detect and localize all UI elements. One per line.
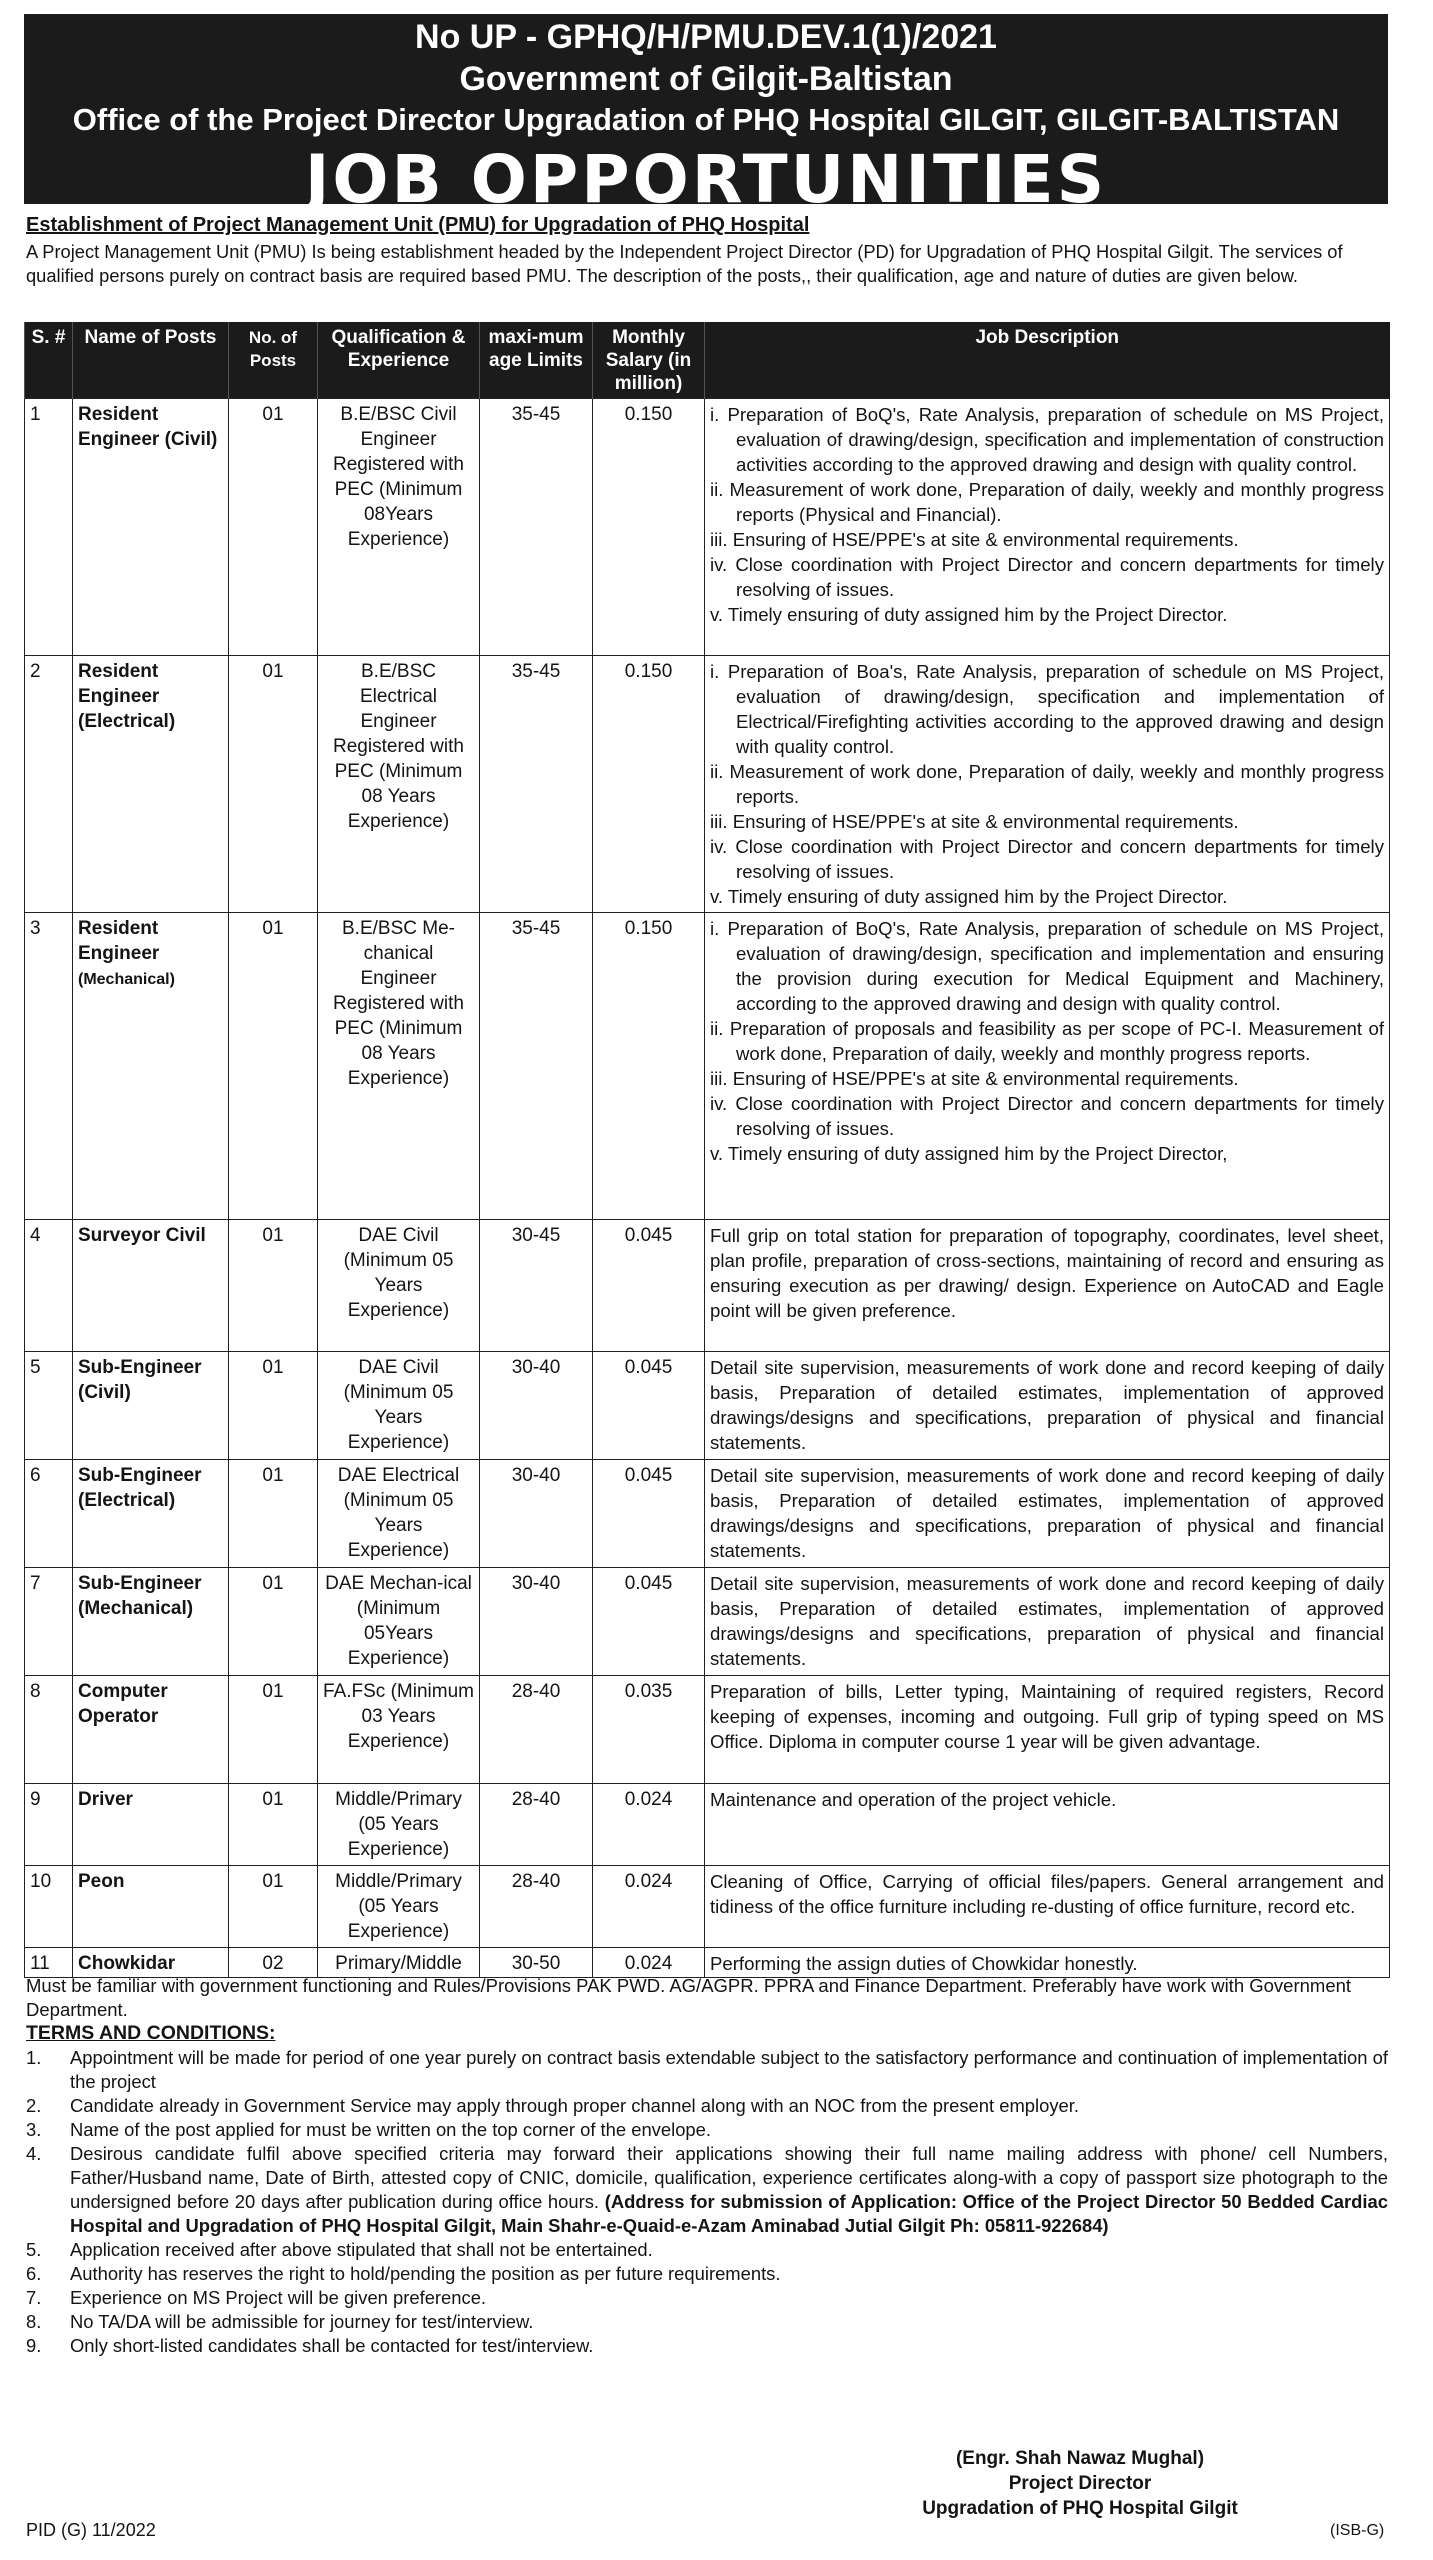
- header-num: No. of Posts: [229, 322, 318, 399]
- cell-description: Performing the assign duties of Chowkidar honestly.: [705, 1948, 1390, 1978]
- cell-sn: 11: [25, 1948, 73, 1978]
- cell-age: 30-50: [480, 1948, 593, 1978]
- terms-list: [26, 2046, 1388, 2358]
- cell-description: Preparation of bills, Letter typing, Maintaining of required registers, Record keeping of expenses, incoming and outgoing. Full grip of typing speed on MS Office. Diploma in computer course 1 year will be given advantage.: [705, 1676, 1390, 1784]
- duty-item: iii. Ensuring of HSE/PPE's at site & environmental requirements.: [710, 1068, 1239, 1089]
- cell-sn: 7: [25, 1568, 73, 1676]
- intro-text: A Project Management Unit (PMU) Is being establishment headed by the Independent Project Director (PD) for Upgradation of PHQ Hospital Gilgit. The services of qualified persons purely on contract basis are required based PMU. The description of the posts,, their qualification, age and nature of duties are given below.: [26, 241, 1343, 286]
- reference-number: No UP - GPHQ/H/PMU.DEV.1(1)/2021: [415, 18, 997, 56]
- signature-block: [860, 2446, 1300, 2521]
- terms-number: 9.: [26, 2335, 42, 2356]
- cell-qualification: B.E/BSC Me-chanical Engineer Registered with PEC (Minimum 08 Years Experience): [318, 913, 480, 1220]
- cell-qualification: DAE Civil (Minimum 05 Years Experience): [318, 1220, 480, 1352]
- table-row: [25, 656, 1390, 913]
- cell-description: Detail site supervision, measurements of work done and record keeping of daily basis, Preparation of detailed estimates, implementation of approved drawings/designs and specifications, preparation of physical and financial statements.: [705, 1568, 1390, 1676]
- signatory-designation: Project Director: [1008, 2473, 1152, 2494]
- cell-sn: 3: [25, 913, 73, 1220]
- cell-sn: 1: [25, 399, 73, 656]
- cell-num: 01: [229, 1460, 318, 1568]
- cell-sn: 8: [25, 1676, 73, 1784]
- table-row: [25, 1866, 1390, 1948]
- terms-text: Name of the post applied for must be written on the top corner of the envelope.: [70, 2119, 711, 2140]
- cell-post: Sub-Engineer (Civil): [73, 1352, 229, 1460]
- header-sn: S. #: [25, 322, 73, 399]
- header-salary: Monthly Salary (in million): [593, 322, 705, 399]
- cell-sn: 9: [25, 1784, 73, 1866]
- cell-description: [705, 913, 1390, 1220]
- cell-num: 01: [229, 1568, 318, 1676]
- post-name-sub: (Mechanical): [78, 971, 175, 988]
- terms-item: [26, 2094, 1388, 2118]
- application-address: (Address for submission of Application: Office of the Project Director 50 Bedded Cardiac Hospital and Upgradation of PHQ Hospital Gilgit, Main Shahr-e-Quaid-e-Azam Aminabad Jutial Gilgit Ph: 05811-922684): [70, 2191, 1388, 2236]
- cell-description: Detail site supervision, measurements of work done and record keeping of daily basis, Preparation of detailed estimates, implementation of approved drawings/designs and specifications, preparation of physical and financial statements.: [705, 1352, 1390, 1460]
- cell-qualification: Middle/Primary (05 Years Experience): [318, 1784, 480, 1866]
- cell-num: 01: [229, 913, 318, 1220]
- terms-item: [26, 2334, 1388, 2358]
- duty-item: ii. Preparation of proposals and feasibility as per scope of PC-I. Measurement of work done, Preparation of daily, weekly and monthly progress reports.: [710, 1018, 1384, 1064]
- cell-age: 35-45: [480, 656, 593, 913]
- cell-sn: 2: [25, 656, 73, 913]
- cell-num: 01: [229, 1220, 318, 1352]
- terms-number: 2.: [26, 2095, 42, 2116]
- duty-item: i. Preparation of BoQ's, Rate Analysis, preparation of schedule on MS Project, evaluation of drawing/design, specification and implementation of construction activities according to the approved drawing and design with quality control.: [710, 404, 1384, 475]
- cell-post: Sub-Engineer (Mechanical): [73, 1568, 229, 1676]
- duty-item: i. Preparation of BoQ's, Rate Analysis, preparation of schedule on MS Project, evaluation of drawing/design, specification and implementation and ensuring the provision during execution for Medical Equipment and Machinery, according to the approved drawing and design with quality control.: [710, 918, 1384, 1014]
- cell-num: 01: [229, 1784, 318, 1866]
- table-row: [25, 1784, 1390, 1866]
- cell-sn: 10: [25, 1866, 73, 1948]
- table-row: [25, 1220, 1390, 1352]
- cell-qualification: Middle/Primary (05 Years Experience): [318, 1866, 480, 1948]
- table-row: [25, 1460, 1390, 1568]
- duty-item: iv. Close coordination with Project Director and concern departments for timely resolving of issues.: [710, 554, 1384, 600]
- cell-description: Cleaning of Office, Carrying of official files/papers. General arrangement and tidiness of the office furniture including re-dusting of office furniture, record etc.: [705, 1866, 1390, 1948]
- terms-item: [26, 2310, 1388, 2334]
- duty-item: iii. Ensuring of HSE/PPE's at site & environmental requirements.: [710, 811, 1239, 832]
- cell-age: 35-45: [480, 913, 593, 1220]
- cell-salary: 0.045: [593, 1352, 705, 1460]
- terms-title: TERMS AND CONDITIONS:: [26, 2022, 276, 2044]
- cell-salary: 0.024: [593, 1866, 705, 1948]
- cell-age: 35-45: [480, 399, 593, 656]
- cell-qualification: B.E/BSC Civil Engineer Registered with PEC (Minimum 08Years Experience): [318, 399, 480, 656]
- cell-sn: 5: [25, 1352, 73, 1460]
- cell-qualification: Primary/Middle: [318, 1948, 480, 1978]
- terms-item: [26, 2262, 1388, 2286]
- terms-text: Only short-listed candidates shall be contacted for test/interview.: [70, 2335, 594, 2356]
- terms-text: Experience on MS Project will be given preference.: [70, 2287, 487, 2308]
- cell-age: 30-45: [480, 1220, 593, 1352]
- cell-age: 28-40: [480, 1784, 593, 1866]
- cell-age: 28-40: [480, 1676, 593, 1784]
- terms-item: [26, 2046, 1388, 2094]
- cell-age: 28-40: [480, 1866, 593, 1948]
- cell-post: Surveyor Civil: [73, 1220, 229, 1352]
- jobs-table: [24, 322, 1390, 1978]
- cell-post: Sub-Engineer (Electrical): [73, 1460, 229, 1568]
- duty-item: ii. Measurement of work done, Preparation of daily, weekly and monthly progress reports (Physical and Financial).: [710, 479, 1384, 525]
- table-row: [25, 913, 1390, 1220]
- cell-num: 01: [229, 399, 318, 656]
- terms-text: Desirous candidate fulfil above specified criteria may forward their applications showing their full name mailing address with phone/ cell Numbers, Father/Husband name, Date of Birth, attested copy of CNIC, domicile, qualification, experience certificates along-with a copy of passport size photograph to the undersigned before 20 days after publication during office hours.: [70, 2143, 1388, 2212]
- cell-description: Detail site supervision, measurements of work done and record keeping of daily basis, Preparation of detailed estimates, implementation of approved drawings/designs and specifications, preparation of physical and financial statements.: [705, 1460, 1390, 1568]
- terms-number: 5.: [26, 2239, 42, 2260]
- cell-post: Peon: [73, 1866, 229, 1948]
- cell-description: Full grip on total station for preparation of topography, coordinates, level sheet, plan profile, preparation of cross-sections, maintaining of record and ensuring as ensuring execution as per drawing/ design. Experience on AutoCAD and Eagle point will be given preference.: [705, 1220, 1390, 1352]
- cell-num: 01: [229, 1352, 318, 1460]
- headline: JOB OPPORTUNITIES: [304, 141, 1108, 218]
- duty-item: iii. Ensuring of HSE/PPE's at site & environmental requirements.: [710, 529, 1239, 550]
- terms-text: Candidate already in Government Service may apply through proper channel along with an NOC from the present employer.: [70, 2095, 1079, 2116]
- duty-item: v. Timely ensuring of duty assigned him by the Project Director.: [710, 886, 1228, 907]
- cell-salary: 0.045: [593, 1460, 705, 1568]
- terms-number: 4.: [26, 2143, 42, 2164]
- terms-text: Appointment will be made for period of one year purely on contract basis extendable subject to the satisfactory performance and continuation of implementation of the project: [70, 2047, 1388, 2092]
- terms-item: [26, 2118, 1388, 2142]
- header-banner: [24, 14, 1388, 218]
- cell-post: Chowkidar: [73, 1948, 229, 1978]
- cell-post: [73, 913, 229, 1220]
- cell-qualification: DAE Civil (Minimum 05 Years Experience): [318, 1352, 480, 1460]
- cell-age: 30-40: [480, 1568, 593, 1676]
- office-name: Office of the Project Director Upgradation of PHQ Hospital GILGIT, GILGIT-BALTISTAN: [72, 102, 1340, 137]
- agency-code: (ISB-G): [1330, 2522, 1385, 2539]
- cell-salary: 0.150: [593, 913, 705, 1220]
- cell-salary: 0.045: [593, 1220, 705, 1352]
- cell-sn: 4: [25, 1220, 73, 1352]
- table-header-row: [25, 322, 1390, 399]
- cell-sn: 6: [25, 1460, 73, 1568]
- terms-number: 1.: [26, 2047, 42, 2068]
- header-qualification: Qualification & Experience: [318, 322, 480, 399]
- post-name: Resident Engineer: [78, 918, 160, 964]
- table-row: [25, 1568, 1390, 1676]
- cell-qualification: FA.FSc (Minimum 03 Years Experience): [318, 1676, 480, 1784]
- cell-salary: 0.035: [593, 1676, 705, 1784]
- cell-num: 01: [229, 656, 318, 913]
- terms-text: No TA/DA will be admissible for journey for test/interview.: [70, 2311, 534, 2332]
- header-name: Name of Posts: [73, 322, 229, 399]
- signatory-office: Upgradation of PHQ Hospital Gilgit: [922, 2498, 1238, 2519]
- table-row: [25, 399, 1390, 656]
- cell-post: Computer Operator: [73, 1676, 229, 1784]
- terms-text: Application received after above stipulated that shall not be entertained.: [70, 2239, 653, 2260]
- terms-number: 7.: [26, 2287, 42, 2308]
- cell-num: 02: [229, 1948, 318, 1978]
- table-row: [25, 1352, 1390, 1460]
- terms-number: 6.: [26, 2263, 42, 2284]
- table-row: [25, 1948, 1390, 1978]
- cell-age: 30-40: [480, 1352, 593, 1460]
- government-name: Government of Gilgit-Baltistan: [459, 60, 953, 98]
- duty-item: iv. Close coordination with Project Director and concern departments for timely resolving of issues.: [710, 1093, 1384, 1139]
- cell-post: Driver: [73, 1784, 229, 1866]
- terms-item: [26, 2238, 1388, 2262]
- duty-item: i. Preparation of Boa's, Rate Analysis, preparation of schedule on MS Project, evaluation of drawing/design, specification and implementation of Electrical/Firefighting activities according to the approved drawing and design with quality control.: [710, 661, 1384, 757]
- terms-text: Authority has reserves the right to hold/pending the position as per future requirements.: [70, 2263, 781, 2284]
- requirements-note: Must be familiar with government functioning and Rules/Provisions PAK PWD. AG/AGPR. PPRA and Finance Department. Preferably have work with Government Department.: [26, 1975, 1352, 2020]
- duty-item: v. Timely ensuring of duty assigned him by the Project Director,: [710, 1143, 1228, 1164]
- signatory-name: (Engr. Shah Nawaz Mughal): [955, 2448, 1205, 2469]
- cell-salary: 0.150: [593, 399, 705, 656]
- cell-age: 30-40: [480, 1460, 593, 1568]
- cell-post: Resident Engineer (Civil): [73, 399, 229, 656]
- duty-item: ii. Measurement of work done, Preparation of daily, weekly and monthly progress reports.: [710, 761, 1384, 807]
- cell-description: [705, 656, 1390, 913]
- cell-num: 01: [229, 1676, 318, 1784]
- terms-number: 8.: [26, 2311, 42, 2332]
- intro-title: Establishment of Project Management Unit (PMU) for Upgradation of PHQ Hospital: [26, 214, 810, 236]
- cell-salary: 0.024: [593, 1784, 705, 1866]
- cell-num: 01: [229, 1866, 318, 1948]
- cell-post: Resident Engineer (Electrical): [73, 656, 229, 913]
- cell-salary: 0.024: [593, 1948, 705, 1978]
- header-age: maxi-mum age Limits: [480, 322, 593, 399]
- duty-item: iv. Close coordination with Project Director and concern departments for timely resolving of issues.: [710, 836, 1384, 882]
- duty-item: v. Timely ensuring of duty assigned him by the Project Director.: [710, 604, 1228, 625]
- cell-qualification: B.E/BSC Electrical Engineer Registered with PEC (Minimum 08 Years Experience): [318, 656, 480, 913]
- cell-qualification: DAE Mechan-ical (Minimum 05Years Experience): [318, 1568, 480, 1676]
- cell-description: [705, 399, 1390, 656]
- table-row: [25, 1676, 1390, 1784]
- pid-number: PID (G) 11/2022: [26, 2520, 156, 2540]
- cell-salary: 0.150: [593, 656, 705, 913]
- terms-item: [26, 2286, 1388, 2310]
- cell-description: Maintenance and operation of the project vehicle.: [705, 1784, 1390, 1866]
- header-description: Job Description: [705, 322, 1390, 399]
- cell-salary: 0.045: [593, 1568, 705, 1676]
- terms-number: 3.: [26, 2119, 42, 2140]
- cell-qualification: DAE Electrical (Minimum 05 Years Experience): [318, 1460, 480, 1568]
- terms-item: [26, 2142, 1388, 2238]
